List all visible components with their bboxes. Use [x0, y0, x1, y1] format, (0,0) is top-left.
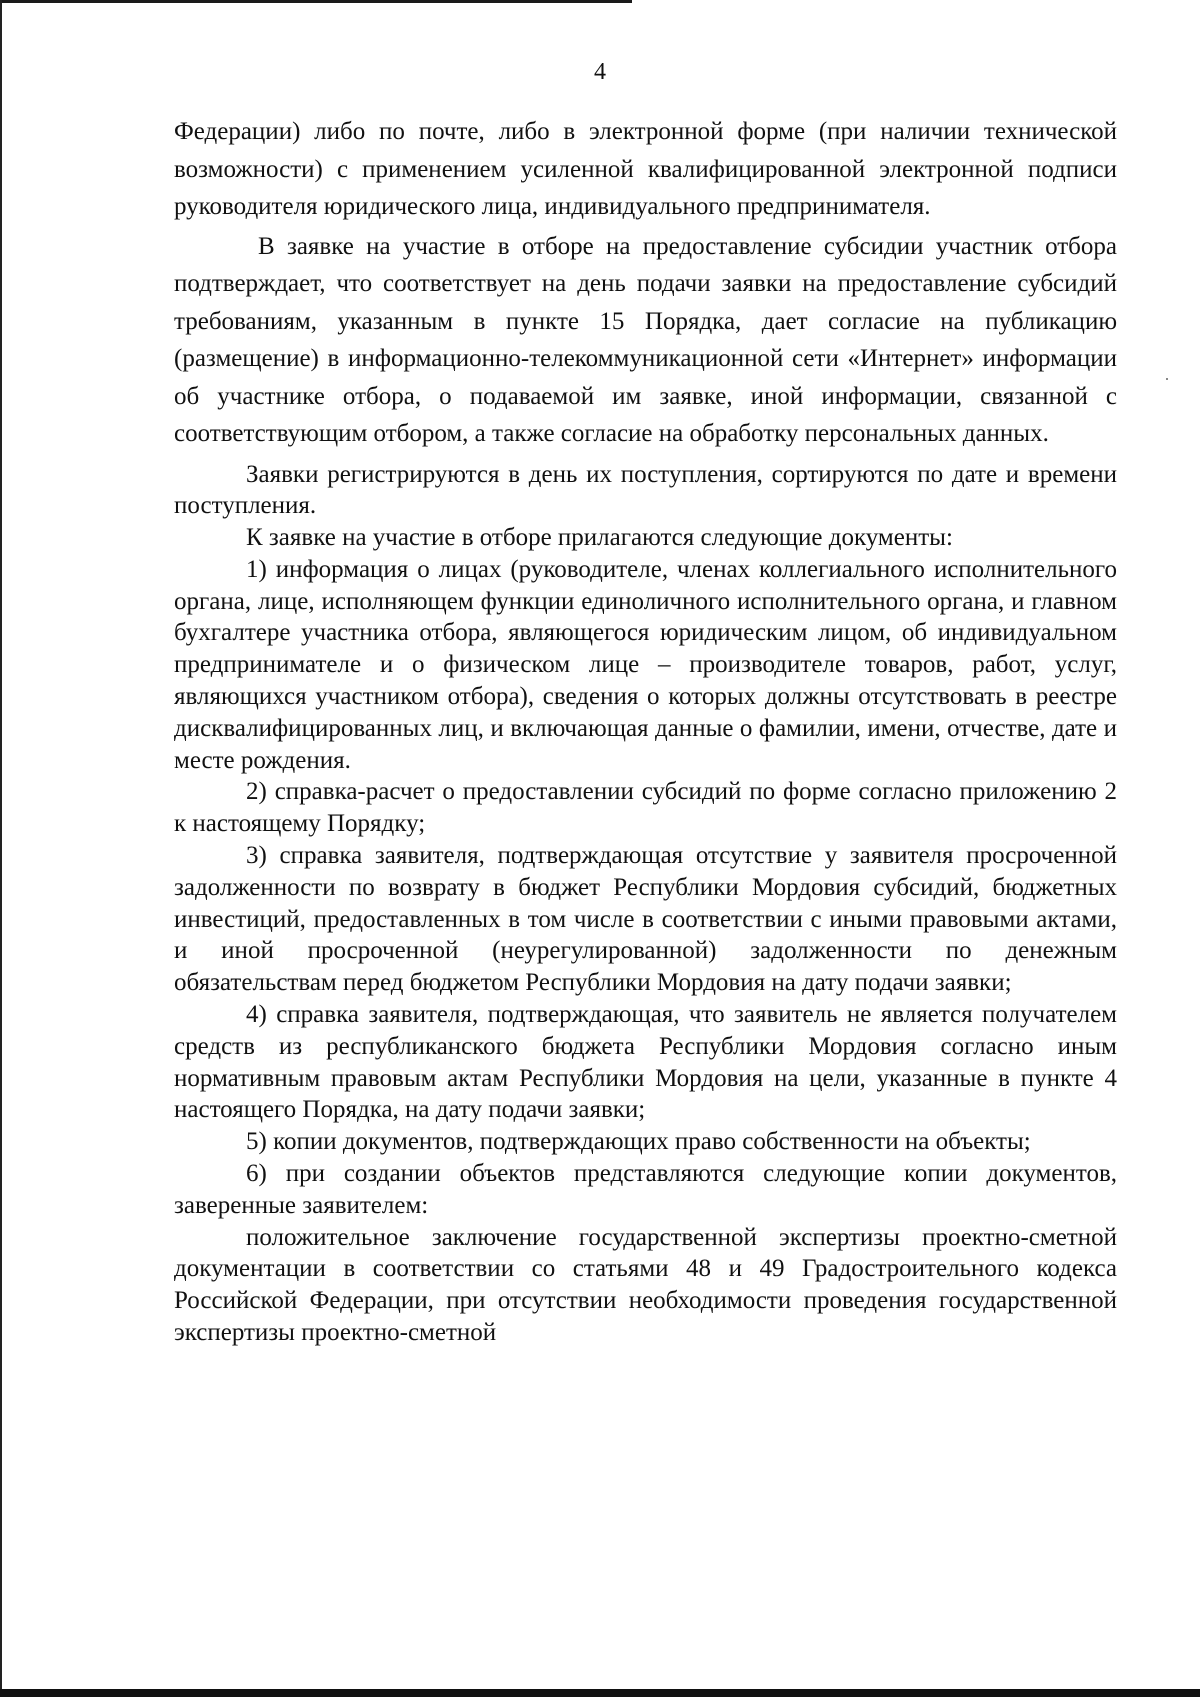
scan-left-edge	[0, 0, 2, 1697]
document-section-lower	[174, 459, 1117, 1349]
paragraph-continuation: Федерации) либо по почте, либо в электронной форме (при наличии технической возможности) с применением усиленной квалифицированной электронной подписи руководителя юридического лица, индивидуального предпринимателя.	[174, 118, 1117, 220]
paragraph-application-consent: В заявке на участие в отборе на предоставление субсидии участник отбора подтверждает, что соответствует на день подачи заявки на предоставление субсидий требованиям, указанным в пункте 15 Порядка, дает согласие на публикацию (размещение) в информационно-телекоммуникационной сети «Интернет» информации об участнике отбора, о подаваемой им заявке, иной информации, связанной с соответствующим отбором, а также согласие на обработку персональных данных.	[174, 232, 1117, 447]
document-body	[174, 113, 1117, 1349]
list-item-1: 1) информация о лицах (руководителе, членах коллегиального исполнительного органа, лице, исполняющем функции единоличного исполнительного органа, и главном бухгалтере участника отбора, являющегося юридическим лицом, об индивидуальном предпринимателе и о физическом лице – производителе товаров, работ, услуг, являющихся участником отбора), сведения о которых должны отсутствовать в реестре дисквалифицированных лиц, и включающая данные о фамилии, имени, отчестве, дате и месте рождения.	[174, 555, 1117, 774]
list-item-4: 4) справка заявителя, подтверждающая, что заявитель не является получателем средств из республиканского бюджета Республики Мордовия согласно иным нормативным правовым актам Республики Мордовия на цели, указанные в пункте 4 настоящего Порядка, на дату подачи заявки;	[174, 1001, 1117, 1124]
paragraph-expertise: положительное заключение государственной экспертизы проектно-сметной документации в соответствии со статьями 48 и 49 Градостроительного кодекса Российской Федерации, при отсутствии необходимости проведения государственной экспертизы проектно-сметной	[174, 1223, 1117, 1347]
scan-bottom-border	[0, 1689, 1200, 1697]
page-number: 4	[594, 59, 606, 85]
list-item-3: 3) справка заявителя, подтверждающая отсутствие у заявителя просроченной задолженности по возврату в бюджет Республики Мордовия субсидий, бюджетных инвестиций, предоставленных в том числе в соответствии с иными правовыми актами, и иной просроченной (неурегулированной) задолженности по денежным обязательствам перед бюджетом Республики Мордовия на дату подачи заявки;	[174, 842, 1117, 997]
paragraph-registration: Заявки регистрируются в день их поступления, сортируются по дате и времени поступления.	[174, 460, 1117, 520]
scan-top-border	[0, 0, 632, 3]
list-item-5: 5) копии документов, подтверждающих право собственности на объекты;	[246, 1128, 1031, 1156]
scan-speck	[1166, 378, 1168, 380]
document-section-upper	[174, 113, 1117, 453]
paragraph-documents-intro: К заявке на участие в отборе прилагаются следующие документы:	[246, 524, 953, 552]
list-item-6: 6) при создании объектов представляются следующие копии документов, заверенные заявителем:	[174, 1160, 1117, 1219]
list-item-2: 2) справка-расчет о предоставлении субсидий по форме согласно приложению 2 к настоящему Порядку;	[174, 778, 1117, 838]
